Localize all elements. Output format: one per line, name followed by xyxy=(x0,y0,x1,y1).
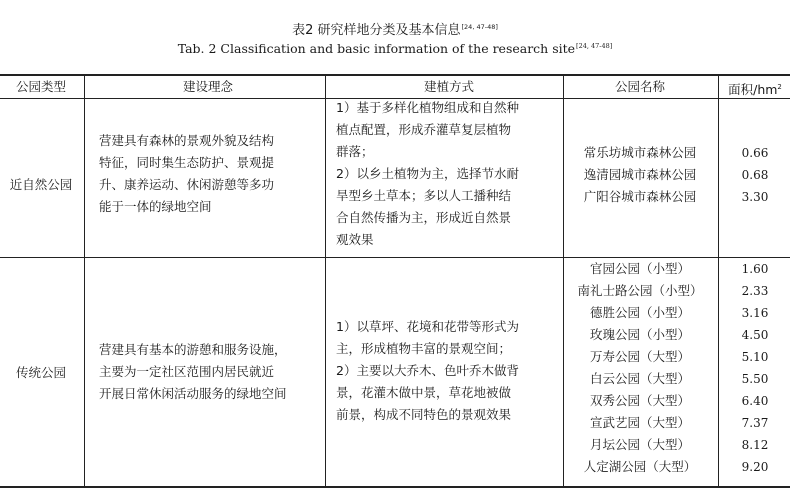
header-method: 建植方式 xyxy=(423,79,474,94)
caption-zh-ref: [24, 47-48] xyxy=(461,22,498,31)
group-1-concept xyxy=(99,130,317,218)
park-name: 月坛公园（大型） xyxy=(589,437,690,452)
method-line: 观效果 xyxy=(336,232,374,247)
park-area: 6.40 xyxy=(741,394,769,408)
caption-zh-text: 表2 研究样地分类及基本信息 xyxy=(292,23,461,38)
method-line: 合自然传播为主，形成近自然景 xyxy=(336,210,512,225)
group-1-park-names xyxy=(564,142,716,208)
park-area: 3.30 xyxy=(741,190,769,204)
group-2-method xyxy=(336,316,562,426)
park-area: 0.68 xyxy=(741,168,769,182)
column-divider xyxy=(84,76,85,486)
method-line: 景，花灌木做中景，草花地被做 xyxy=(336,385,512,400)
park-area: 0.66 xyxy=(741,146,769,160)
method-line: 2）主要以大乔木、色叶乔木做背 xyxy=(336,363,519,378)
park-area: 7.37 xyxy=(741,416,769,430)
group-2-park-names xyxy=(564,258,716,478)
method-line: 主，形成植物丰富的景观空间； xyxy=(336,341,512,356)
park-area: 3.16 xyxy=(741,306,769,320)
group-1-method xyxy=(336,97,562,251)
park-name: 宣武艺园（大型） xyxy=(589,415,690,430)
concept-line: 营建具有森林的景观外貌及结构 xyxy=(99,133,275,148)
concept-line: 能于一体的绿地空间 xyxy=(99,199,212,214)
concept-line: 开展日常休闲活动服务的绿地空间 xyxy=(99,386,287,401)
park-name: 双秀公园（大型） xyxy=(589,393,690,408)
method-line: 旱型乡土草本；多以人工播种结 xyxy=(336,188,512,203)
park-area: 1.60 xyxy=(741,262,769,276)
caption-en-text: Tab. 2 Classification and basic information of the research site xyxy=(177,41,576,56)
concept-line: 特征，同时集生态防护、景观提 xyxy=(99,155,275,170)
header-area-exponent: 2 xyxy=(777,83,782,91)
table-bottom-rule xyxy=(0,486,790,488)
park-name: 官园公园（小型） xyxy=(589,261,690,276)
park-area: 5.10 xyxy=(741,350,769,364)
group-1-park-areas xyxy=(720,142,790,208)
group-1-type: 近自然公园 xyxy=(9,177,73,192)
park-name: 南礼士路公园（小型） xyxy=(577,283,703,298)
header-park-type: 公园类型 xyxy=(15,79,66,94)
group-2-concept xyxy=(99,339,317,405)
column-divider xyxy=(325,76,326,486)
park-area: 9.20 xyxy=(741,460,769,474)
park-name: 广阳谷城市森林公园 xyxy=(583,189,697,204)
column-divider xyxy=(718,76,719,486)
concept-line: 升、康养运动、休闲游憩等多功 xyxy=(99,177,275,192)
park-name: 万寿公园（大型） xyxy=(589,349,690,364)
table-caption-en xyxy=(0,41,790,56)
method-line: 前景，构成不同特色的景观效果 xyxy=(336,407,512,422)
park-area: 5.50 xyxy=(741,372,769,386)
header-park-name: 公园名称 xyxy=(614,79,665,94)
concept-line: 主要为一定社区范围内居民就近 xyxy=(99,364,275,379)
park-name: 德胜公园（小型） xyxy=(589,305,690,320)
park-name: 人定湖公园（大型） xyxy=(583,459,697,474)
method-line: 1）基于多样化植物组成和自然种 xyxy=(336,100,519,115)
concept-line: 营建具有基本的游憩和服务设施， xyxy=(99,342,287,357)
method-line: 群落； xyxy=(336,144,374,159)
park-name: 白云公园（大型） xyxy=(589,371,690,386)
header-concept: 建设理念 xyxy=(182,79,233,94)
method-line: 1）以草坪、花境和花带等形式为 xyxy=(336,319,519,334)
park-name: 常乐坊城市森林公园 xyxy=(583,145,697,160)
table-caption-zh xyxy=(0,19,790,38)
header-area xyxy=(720,76,790,98)
park-area: 8.12 xyxy=(741,438,769,452)
method-line: 2）以乡土植物为主，选择节水耐 xyxy=(336,166,519,181)
caption-en-ref: [24, 47-48] xyxy=(576,41,613,50)
group-2-type: 传统公园 xyxy=(15,365,66,380)
park-name: 玫瑰公园（小型） xyxy=(589,327,690,342)
park-area: 4.50 xyxy=(741,328,769,342)
park-area: 2.33 xyxy=(741,284,769,298)
method-line: 植点配置，形成乔灌草复层植物 xyxy=(336,122,512,137)
header-area-label: 面积/hm xyxy=(728,82,778,98)
park-name: 逸清园城市森林公园 xyxy=(583,167,697,182)
group-2-park-areas xyxy=(720,258,790,478)
